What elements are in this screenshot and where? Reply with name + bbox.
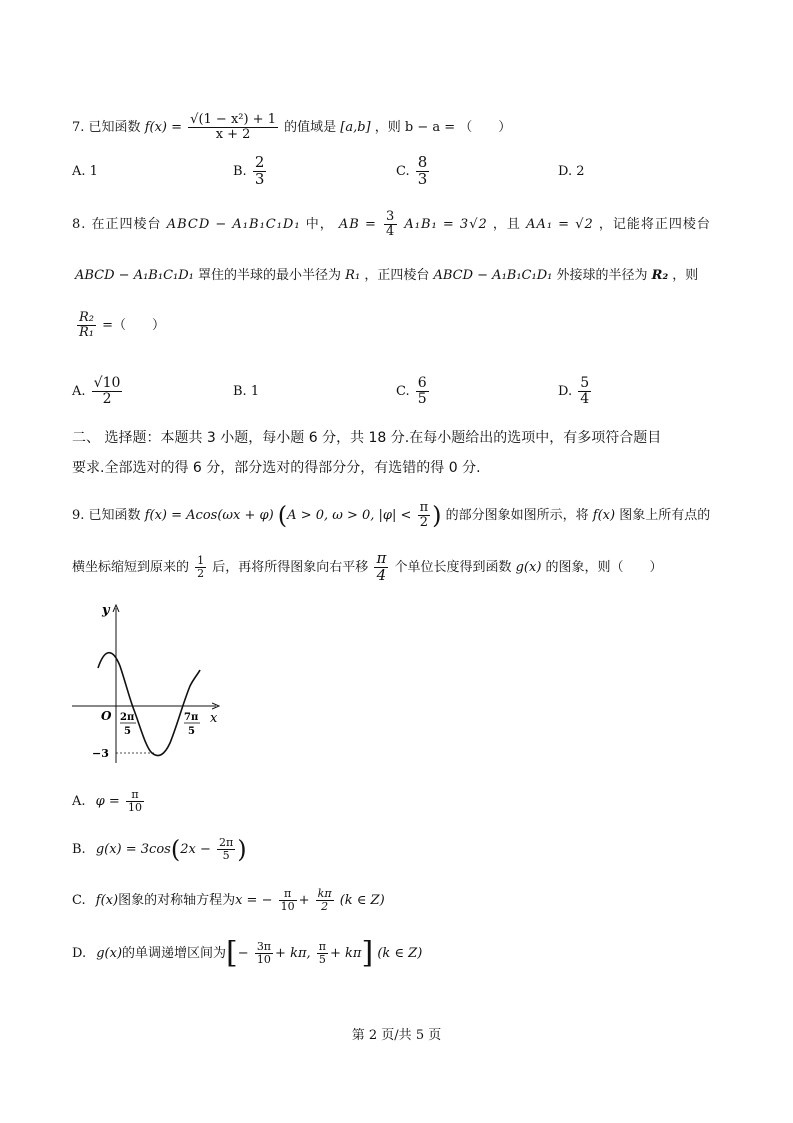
q7-denominator: x + 2 xyxy=(215,127,251,142)
q8-ab-num: 3 xyxy=(385,209,396,225)
option-text: 图象的对称轴方程为 xyxy=(118,893,236,908)
q7-option-d xyxy=(558,152,585,192)
q8-ratio-num: R₂ xyxy=(79,310,94,326)
q8-text: ，正四棱台 xyxy=(364,268,430,283)
option-label: C. xyxy=(396,164,410,179)
paren-left: ( xyxy=(170,835,181,864)
y-axis-label: y xyxy=(102,603,110,618)
q9-fx: f(x) xyxy=(592,508,616,523)
q9-cond-fraction xyxy=(418,501,431,529)
option-label: D. xyxy=(558,384,573,399)
option-value: 1 xyxy=(89,164,98,179)
q8-r2: R₂ xyxy=(651,268,669,283)
option-text: g(x) = 3cos xyxy=(95,842,171,857)
q9-gx: g(x) xyxy=(515,560,542,575)
option-text: (k ∈ Z) xyxy=(339,893,385,908)
option-inner: 2x − xyxy=(180,842,211,857)
x-axis-label: x xyxy=(210,711,218,726)
q8-ask: =（ ） xyxy=(102,318,166,333)
option-numerator: 2π xyxy=(219,836,234,850)
q9-text: 横坐标缩短到原来的 xyxy=(72,560,190,575)
q9-shift-fraction xyxy=(374,551,388,584)
q9-paren-right: ) xyxy=(432,501,442,530)
option-label: A. xyxy=(72,794,86,809)
option-label: D. xyxy=(558,164,573,179)
option-value: 1 xyxy=(250,384,260,399)
option-plus: + xyxy=(298,893,310,908)
option-minus: − xyxy=(237,946,249,961)
option-denominator: 5 xyxy=(318,953,326,966)
q7-numerator: √(1 − x²) + 1 xyxy=(190,112,276,128)
section-2-header-line-2: 要求.全部选对的得 6 分，部分选对的得部分分，有选错的得 0 分. xyxy=(72,460,481,476)
q9-text: 的图象，则（ ） xyxy=(545,560,663,575)
q9-shift-den: 4 xyxy=(376,566,387,584)
q8-frustum: ABCD − A₁B₁C₁D₁ xyxy=(166,217,301,232)
q9-text: 后，再将所得图象向右平移 xyxy=(212,560,369,575)
option-text: φ = xyxy=(95,794,120,809)
option-label: B. xyxy=(233,384,247,399)
q9-option-a xyxy=(72,782,146,822)
tick-7pi5-num: 7π xyxy=(184,712,199,723)
option-denominator: 5 xyxy=(417,391,427,407)
q8-ab-rest: A₁B₁ = 3√2 xyxy=(404,217,488,232)
option-numerator: π xyxy=(126,789,144,802)
q8-line-2 xyxy=(75,260,698,292)
q9-text: 个单位长度得到函数 xyxy=(394,560,512,575)
q9-text: 的部分图象如图所示，将 xyxy=(445,508,589,523)
q8-option-b xyxy=(233,370,259,414)
q8-option-a xyxy=(72,370,124,414)
q8-text: 外接球的半径为 xyxy=(556,268,648,283)
q8-text: 在正四棱台 xyxy=(91,217,162,232)
option-text: f(x) xyxy=(95,893,119,908)
q9-cond: A > 0, ω > 0, |φ| < xyxy=(287,508,412,523)
cosine-curve xyxy=(98,653,200,756)
q9-cosine-graph xyxy=(68,598,238,768)
option-denominator: 2 xyxy=(102,391,112,407)
q9-func: f(x) = Acos(ωx + φ) xyxy=(144,508,274,523)
q8-text: ，则 xyxy=(672,268,699,283)
option-fraction xyxy=(416,376,429,406)
origin-label: O xyxy=(101,709,112,723)
option-numerator: 3π xyxy=(256,940,272,954)
q8-ratio xyxy=(77,311,96,339)
q9-option-b xyxy=(72,830,247,870)
option-denominator: 10 xyxy=(127,801,142,814)
q9-half-num: 1 xyxy=(197,554,205,568)
q9-line-1 xyxy=(72,494,710,538)
q7-fraction xyxy=(188,113,278,141)
bracket-left: [ xyxy=(226,935,238,971)
q8-ab-den: 4 xyxy=(385,224,396,239)
q7-option-a xyxy=(72,152,98,192)
page-footer: 第 2 页/共 5 页 xyxy=(351,1028,442,1043)
q9-cond-num: π xyxy=(419,500,429,516)
q8-number: 8. xyxy=(72,217,87,232)
q8-text: 罩住的半球的最小半径为 xyxy=(198,268,342,283)
option-fraction xyxy=(279,888,297,912)
q7-option-b xyxy=(233,152,268,192)
q7-option-c xyxy=(396,152,431,192)
option-numerator: 5 xyxy=(580,375,590,392)
option-text: + kπ xyxy=(330,946,362,961)
q9-text: 图象上所有点的 xyxy=(619,508,711,523)
section-2-header-line-1: 二、 选择题：本题共 3 小题，每小题 6 分，共 18 分.在每小题给出的选项中，有多项符合题目 xyxy=(72,430,662,446)
option-label: D. xyxy=(72,946,87,961)
option-fraction xyxy=(255,941,273,965)
q8-ab-fraction xyxy=(384,210,397,238)
q9-option-c xyxy=(72,881,385,921)
option-numerator: 6 xyxy=(417,375,427,392)
option-label: B. xyxy=(233,164,247,179)
option-fraction xyxy=(92,376,123,406)
q9-paren-left: ( xyxy=(277,501,288,530)
option-denominator: 3 xyxy=(254,170,265,188)
option-fraction xyxy=(416,155,430,188)
option-value: 2 xyxy=(576,164,585,179)
option-denominator: 10 xyxy=(280,900,295,913)
option-numerator: 8 xyxy=(417,153,428,172)
q7-intro: 已知函数 xyxy=(88,120,141,135)
option-denominator: 3 xyxy=(417,170,428,188)
q8-text: ，记能将正四棱台 xyxy=(598,217,711,232)
q7-func-lhs: f(x) = xyxy=(144,120,183,135)
option-fraction xyxy=(316,888,334,912)
q8-aa1: AA₁ = √2 xyxy=(526,217,594,232)
tick-2pi5-den: 5 xyxy=(124,726,131,737)
option-denominator: 5 xyxy=(222,849,230,862)
option-numerator: π xyxy=(318,940,327,954)
option-text: 的单调递增区间为 xyxy=(122,946,227,961)
q7-range-text: 的值域是 xyxy=(284,120,337,135)
option-text: g(x) xyxy=(96,946,123,961)
q9-half-den: 2 xyxy=(197,567,205,580)
q9-shift-num: π xyxy=(376,549,387,568)
q8-ratio-den: R₁ xyxy=(79,325,94,340)
option-numerator: π xyxy=(279,888,297,901)
option-numerator: 2 xyxy=(254,153,265,172)
option-numerator: kπ xyxy=(317,887,332,901)
option-fraction xyxy=(217,837,235,861)
bracket-right: ] xyxy=(361,935,374,971)
q7-interval: [a,b] xyxy=(340,120,371,135)
tick-7pi5-den: 5 xyxy=(188,726,195,737)
option-label: B. xyxy=(72,842,86,857)
option-text: (k ∈ Z) xyxy=(377,946,423,961)
option-denominator: 10 xyxy=(256,953,271,966)
q7-stem xyxy=(72,108,511,148)
option-fraction xyxy=(578,376,591,406)
option-fraction xyxy=(126,789,144,813)
option-label: A. xyxy=(72,384,86,399)
q7-number: 7. xyxy=(72,120,85,135)
q9-line-2 xyxy=(72,546,663,590)
option-label: C. xyxy=(72,893,86,908)
option-denominator: 2 xyxy=(321,900,329,913)
q8-option-d xyxy=(558,370,593,414)
option-label: A. xyxy=(72,164,86,179)
option-denominator: 4 xyxy=(580,391,590,407)
option-text: + kπ, xyxy=(275,946,311,961)
q8-line-1 xyxy=(72,206,711,244)
q9-number: 9. xyxy=(72,508,85,523)
q8-text: ，且 xyxy=(492,217,521,232)
q9-half-fraction xyxy=(195,555,206,579)
paren-right: ) xyxy=(237,835,247,864)
option-text: x = − xyxy=(235,893,273,908)
min-value-label: −3 xyxy=(92,747,109,760)
q8-frustum: ABCD − A₁B₁C₁D₁ xyxy=(75,268,194,283)
tick-2pi5-num: 2π xyxy=(120,712,135,723)
q7-ask: ，则 b − a = （ ） xyxy=(374,120,512,135)
option-fraction xyxy=(317,941,328,965)
q8-option-c xyxy=(396,370,431,414)
q8-r1: R₁ xyxy=(345,268,361,283)
option-label: C. xyxy=(396,384,410,399)
q9-cond-den: 2 xyxy=(419,515,428,530)
q8-text: 中， xyxy=(305,217,334,232)
q8-ab-eq: AB = xyxy=(338,217,377,232)
q8-frustum: ABCD − A₁B₁C₁D₁ xyxy=(433,268,553,283)
option-numerator: √10 xyxy=(93,375,121,392)
q9-intro: 已知函数 xyxy=(88,508,141,523)
option-fraction xyxy=(253,155,267,188)
q9-option-d xyxy=(72,932,422,976)
q8-line-3 xyxy=(75,306,165,346)
